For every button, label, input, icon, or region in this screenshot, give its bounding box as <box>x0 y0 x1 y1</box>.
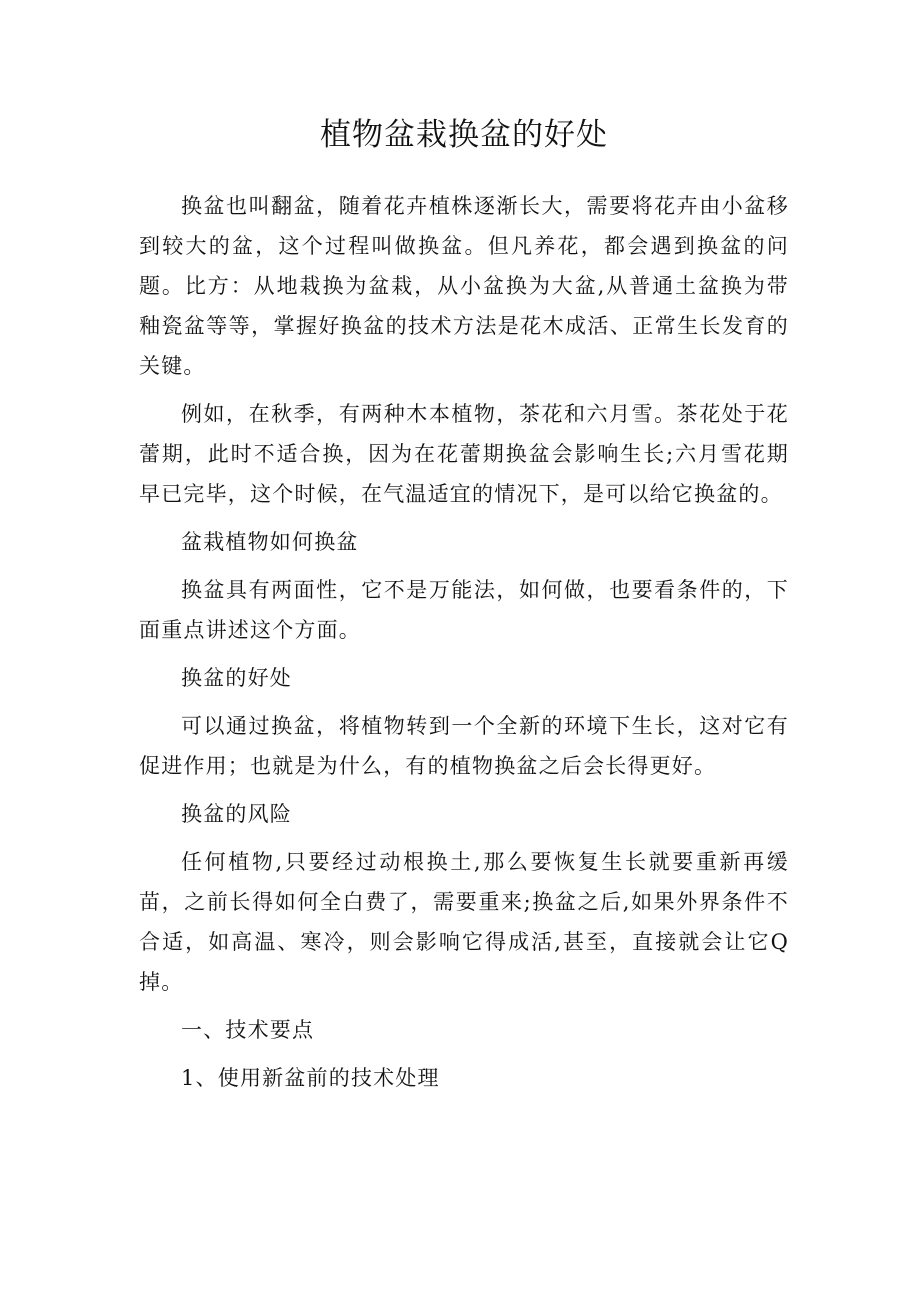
section-heading-risks: 换盆的风险 <box>181 802 292 826</box>
paragraph-autumn-example: 例如，在秋季，有两种木本植物，茶花和六月雪。茶花处于花蕾期，此时不适合换，因为在花蕾期换盆会影响生长;六月雪花期早已完毕，这个时候，在气温适宜的情况下，是可以给它换盆的。 <box>139 402 789 506</box>
section-heading-technical-points: 一、技术要点 <box>181 1018 315 1042</box>
paragraph-benefits: 可以通过换盆，将植物转到一个全新的环境下生长，这对它有促进作用；也就是为什么，有的植物换盆之后会长得更好。 <box>139 714 789 778</box>
paragraph-two-sides: 换盆具有两面性，它不是万能法，如何做，也要看条件的，下面重点讲述这个方面。 <box>139 578 789 642</box>
document-title: 植物盆栽换盆的好处 <box>320 117 608 153</box>
subsection-heading-new-pot-treatment: 1、使用新盆前的技术处理 <box>181 1066 440 1090</box>
paragraph-risks: 任何植物,只要经过动根换土,那么要恢复生长就要重新再缓苗，之前长得如何全白费了，需要重来;换盆之后,如果外界条件不合适，如高温、寒冷，则会影响它得成活,甚至，直接就会让它Q掉。 <box>139 850 789 994</box>
section-heading-how-to-repot: 盆栽植物如何换盆 <box>181 530 359 554</box>
section-heading-benefits: 换盆的好处 <box>181 666 292 690</box>
paragraph-repotting-definition: 换盆也叫翻盆，随着花卉植株逐渐长大，需要将花卉由小盆移到较大的盆，这个过程叫做换盆。但凡养花，都会遇到换盆的问题。比方：从地栽换为盆栽，从小盆换为大盆,从普通土盆换为带釉瓷盆等等，掌握好换盆的技术方法是花木成活、正常生长发育的关键。 <box>139 194 789 378</box>
